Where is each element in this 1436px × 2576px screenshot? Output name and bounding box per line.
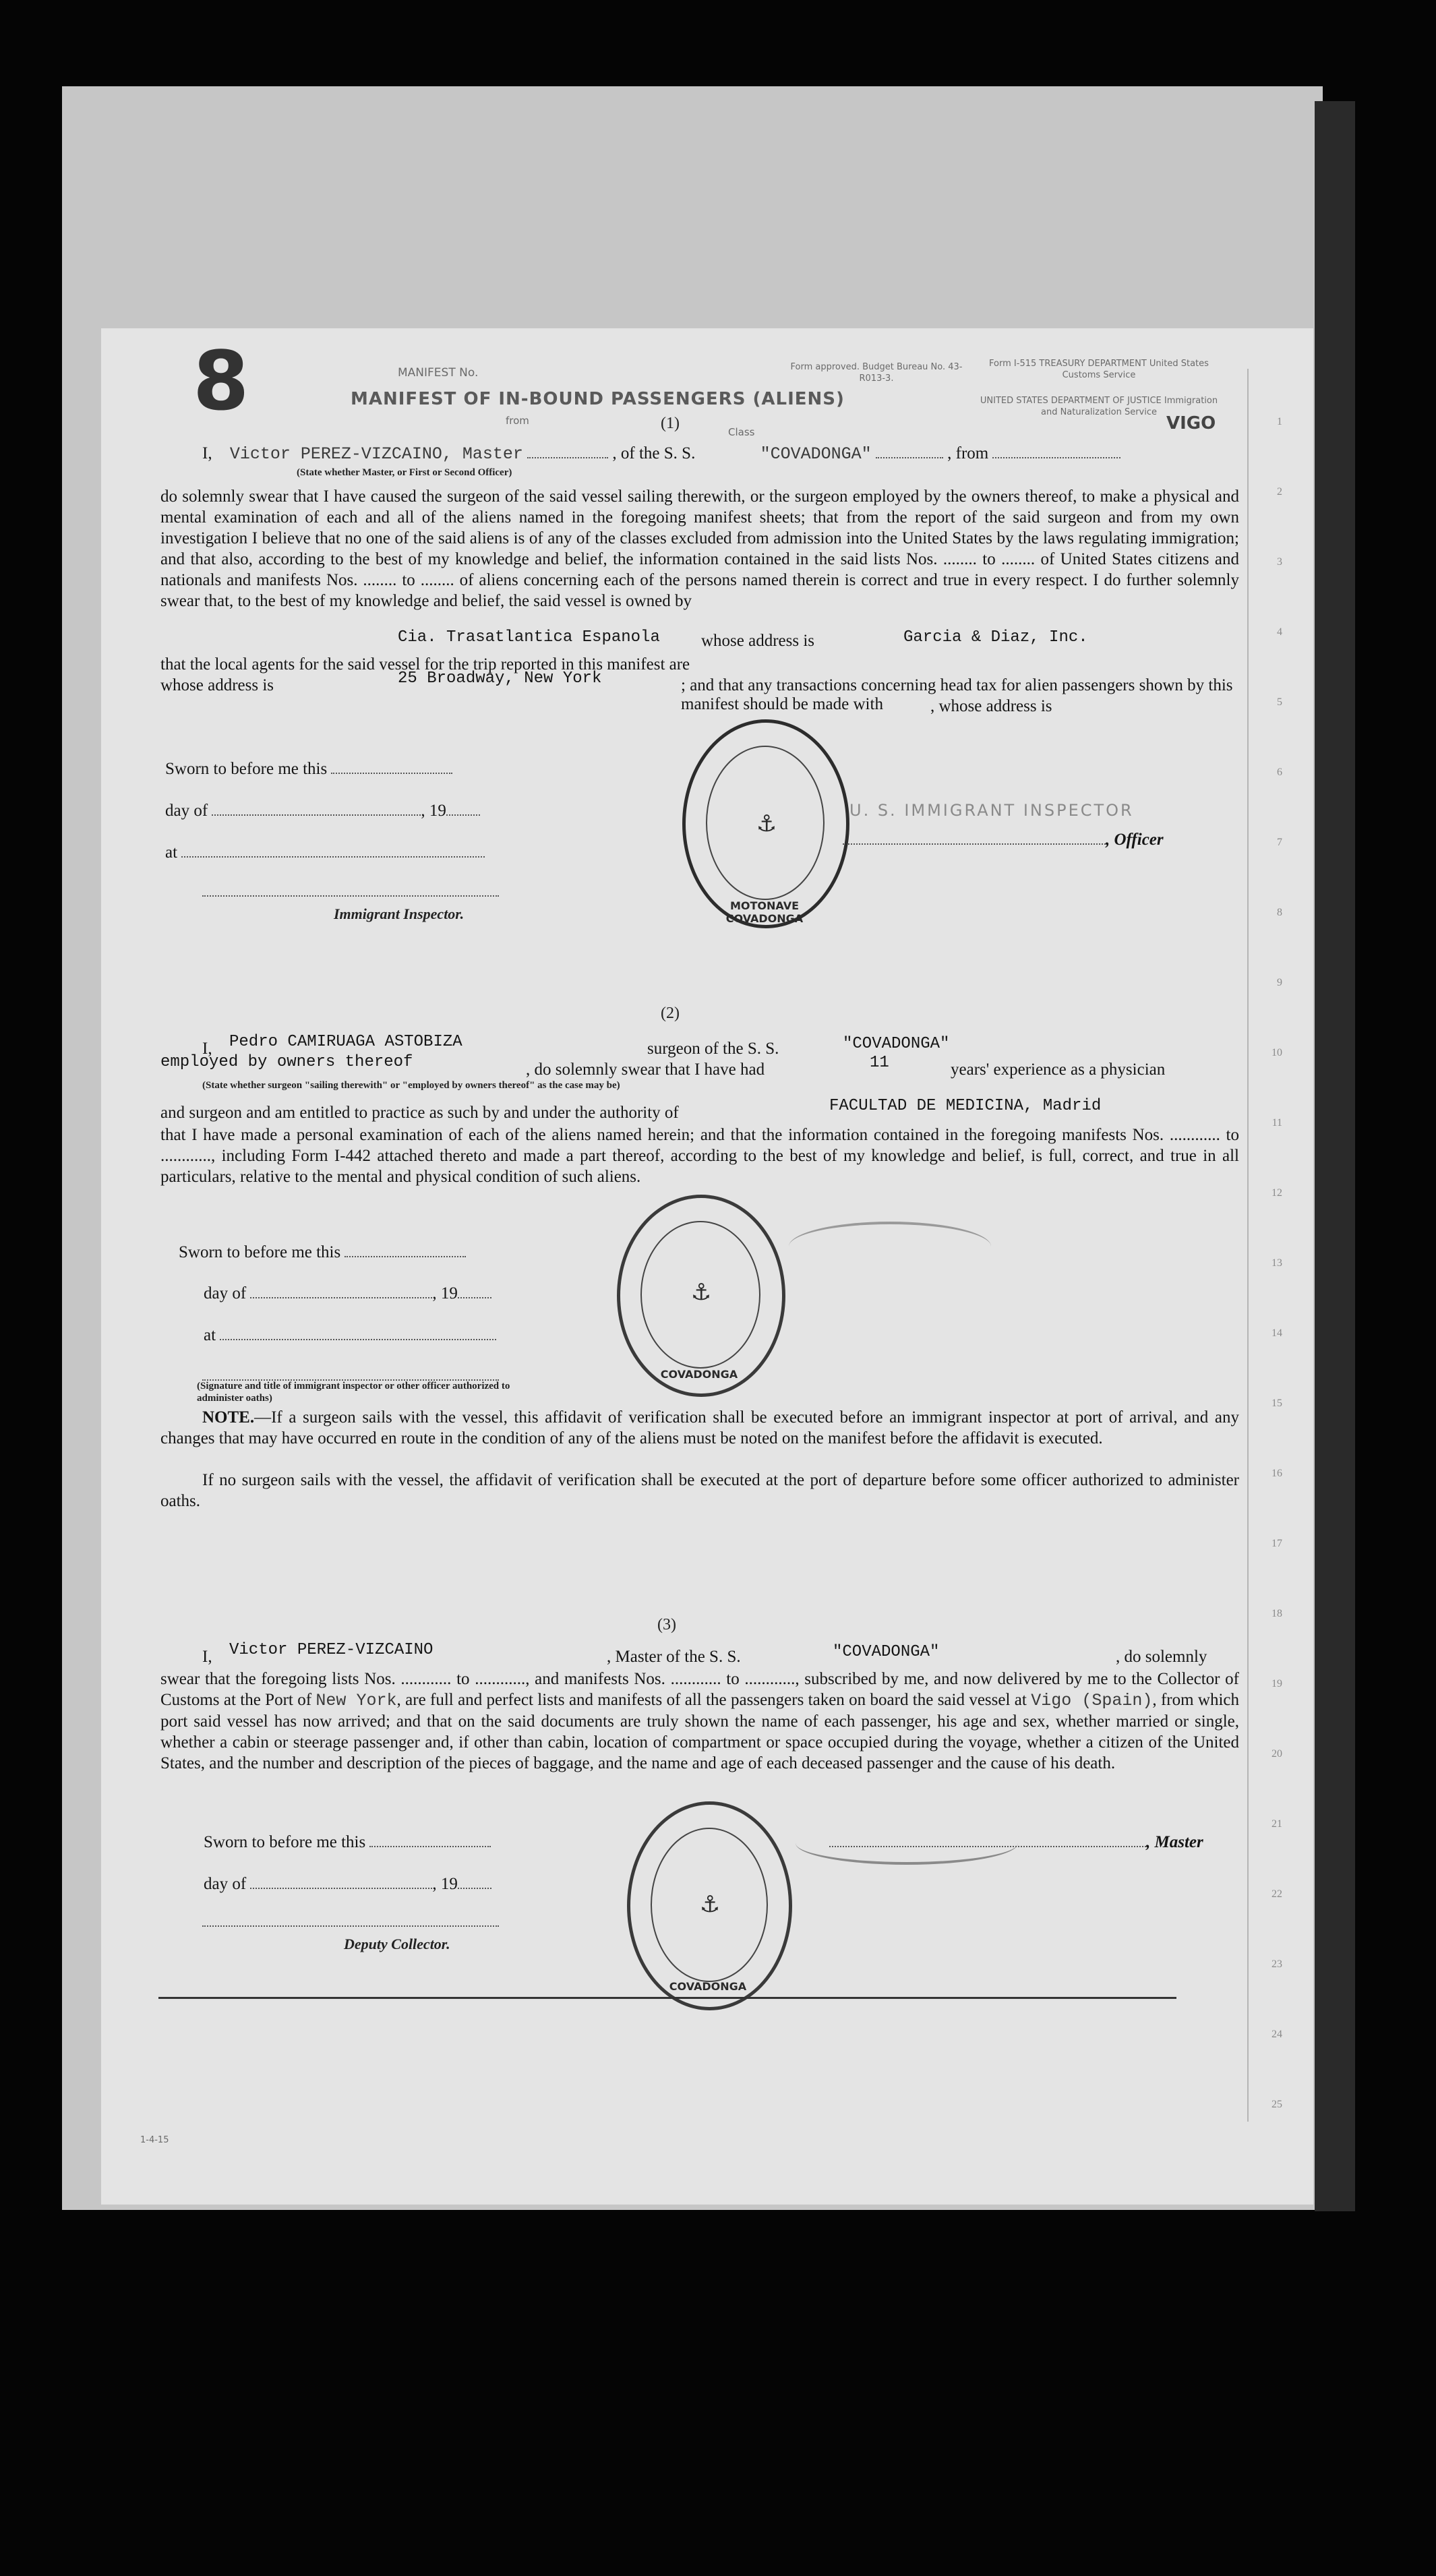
day-of-label: day of , 19 <box>204 1284 491 1303</box>
margin-line-number: 23 <box>1272 1958 1282 1970</box>
class-label: Class <box>728 426 755 438</box>
deputy-signature-line <box>202 1913 499 1931</box>
tax-address-label: , whose address is <box>930 697 1052 715</box>
margin-line-number: 22 <box>1272 1888 1282 1900</box>
employment-note: (State whether surgeon "sailing therewith" or "employed by owners thereof" as the case may be) <box>202 1080 620 1091</box>
arrival-port: New York <box>316 1691 397 1710</box>
margin-line-number: 1 <box>1277 416 1282 427</box>
margin-line-number: 20 <box>1272 1748 1282 1760</box>
margin-line-number: 17 <box>1272 1538 1282 1549</box>
ship-seal <box>627 1801 792 2010</box>
seal-text: COVADONGA <box>660 1368 738 1381</box>
surgeon-vessel: "COVADONGA" <box>843 1035 950 1053</box>
surgeon-note-2: If no surgeon sails with the vessel, the affidavit of verification shall be executed at the port of departure before some officer authorized to administer oaths. <box>160 1471 1239 1510</box>
ship-seal <box>682 719 849 928</box>
seal-text: MOTONAVE COVADONGA <box>725 899 804 925</box>
master-name-3: Victor PEREZ-VIZCAINO <box>229 1641 433 1659</box>
section-1-oath-line <box>202 444 1240 464</box>
owner-address-label: whose address is <box>701 632 815 650</box>
agents-address: 25 Broadway, New York <box>398 669 602 688</box>
deputy-collector-label: Deputy Collector. <box>344 1936 450 1952</box>
margin-line-number: 11 <box>1272 1117 1282 1129</box>
departure-port: Vigo (Spain) <box>1031 1691 1153 1710</box>
head-tax-line: ; and that any transactions concerning head tax for alien passengers shown by this manifest should be made with <box>681 676 1233 713</box>
inspector-signature-line <box>202 882 499 901</box>
oath-prefix: I, <box>202 444 212 462</box>
margin-line-number: 7 <box>1277 837 1282 848</box>
vessel-name-3: "COVADONGA" <box>833 1643 940 1661</box>
rank-note: (State whether Master, or First or Second Officer) <box>297 467 512 478</box>
surgeon-of-label: surgeon of the S. S. <box>647 1040 779 1058</box>
employment-status: employed by owners thereof <box>160 1053 413 1071</box>
years-experience: 11 <box>870 1054 889 1072</box>
immigrant-inspector-label: Immigrant Inspector. <box>334 905 465 922</box>
margin-line-number: 19 <box>1272 1678 1282 1689</box>
section-1-number: (1) <box>661 415 680 432</box>
master-name: Victor PEREZ-VIZCAINO, Master <box>229 444 523 464</box>
anchor-icon: ⚓ <box>690 1279 712 1306</box>
bottom-rule <box>158 1997 1176 1999</box>
at-label: at <box>204 1326 496 1345</box>
margin-line-number: 24 <box>1272 2029 1282 2040</box>
faint-signature <box>789 1222 991 1271</box>
margin-line-number: 2 <box>1277 486 1282 498</box>
margin-line-number: 14 <box>1272 1327 1282 1339</box>
from-label: from <box>506 415 529 427</box>
day-of-label: day of , 19 <box>204 1875 491 1894</box>
margin-line-number: 4 <box>1277 626 1282 638</box>
sworn-label: Sworn to before me this <box>204 1833 491 1852</box>
surgeon-name: Pedro CAMIRUAGA ASTOBIZA <box>229 1033 462 1051</box>
agency-name: UNITED STATES DEPARTMENT OF JUSTICE Immigration and Naturalization Service <box>980 396 1218 417</box>
signature-note: (Signature and title of immigrant inspector or other officer authorized to administer oaths) <box>197 1381 510 1404</box>
section-2-number: (2) <box>661 1005 680 1022</box>
sworn-label: Sworn to before me this <box>165 760 452 779</box>
surgeon-swear: , do solemnly swear that I have had <box>526 1060 765 1079</box>
authority-line: and surgeon and am entitled to practice as such by and under the authority of <box>160 1104 679 1122</box>
surgeon-prefix: I, <box>202 1040 212 1058</box>
master-of-label: , Master of the S. S. <box>607 1648 741 1666</box>
seal-text: COVADONGA <box>669 1980 747 1993</box>
owner-company: Cia. Trasatlantica Espanola <box>398 628 660 647</box>
master-signature <box>796 1822 1018 1865</box>
officer-line: , Officer <box>843 831 1164 849</box>
page-tag: 8 <box>193 335 249 429</box>
from-port-label: , from <box>947 444 989 462</box>
margin-line-number: 16 <box>1272 1468 1282 1479</box>
section-1-body: do solemnly swear that I have caused the surgeon of the said vessel sailing therewith, or the surgeon employed by the owners thereof, to make a physical and mental examination of each and all of the aliens named in the foregoing manifest sheets; that from the report of the said surgeon and from my own investigation I believe that no one of the said aliens is of any of the classes excluded from admission into the United States by the laws regulating immigration; and that also, according to the best of my knowledge and belief, the information contained in the said lists Nos. ........ to ........ of United States citizens and nationals and manifests Nos. ........ to ........ of aliens concerning each of the persons named therein is correct and true in every respect. I do further solemnly swear that, to the best of my knowledge and belief, the said vessel is owned by <box>160 487 1239 610</box>
ship-seal <box>617 1195 785 1397</box>
at-label: at <box>165 843 485 862</box>
inspector-stamp: U. S. IMMIGRANT INSPECTOR <box>849 801 1134 820</box>
affidavit-form <box>101 328 1313 2205</box>
budget-note: Form approved. Budget Bureau No. 43-R013-3. <box>790 362 963 384</box>
owner-address: Garcia & Diaz, Inc. <box>903 628 1088 647</box>
sworn-label: Sworn to before me this <box>179 1243 466 1262</box>
master-prefix: I, <box>202 1648 212 1666</box>
section-3-body-a: swear that the foregoing lists Nos. ............ to ............, and manifests Nos. ............ to ............, subscribed by me, and now delivered by me to the Collector of Customs at the Port of New York, are full and perfect lists and manifests of all the passengers taken on board the said vessel at Vigo (Spain), from which port said vessel has now arrived; and that on the said documents are truly shown the name of each passenger, his age and sex, whether married or single, whether a cabin or steerage passenger and, if other than cabin, location of compartment or space occupied during the voyage, whether a citizen of the United States, and the number and description of the pieces of baggage, and the name and age of each deceased passenger and the cause of his death. <box>160 1670 1240 1772</box>
margin-line-number: 9 <box>1277 977 1282 988</box>
vessel-of-label: , of the S. S. <box>612 444 696 462</box>
section-2-body: that I have made a personal examination of each of the aliens named herein; and that the information contained in the foregoing manifests Nos. ............ to ............, including Form I-442 attached thereto and made a part thereof, according to the best of my knowledge and belief, is full, correct, and true in all particulars, relative to the mental and physical condition of such aliens. <box>160 1126 1239 1186</box>
dotted-fill <box>527 445 608 458</box>
day-of-label: day of , 19 <box>165 802 480 820</box>
margin-line-number: 25 <box>1272 2099 1282 2110</box>
dotted-fill <box>876 445 943 458</box>
margin-line-number: 18 <box>1272 1608 1282 1619</box>
sheet-shadow <box>1315 101 1355 2211</box>
master-signature-line: , Master <box>829 1833 1203 1852</box>
port-stamp: VIGO <box>1166 413 1216 433</box>
margin-line-number: 5 <box>1277 696 1282 708</box>
dotted-fill <box>992 445 1120 458</box>
margin-line-number: 13 <box>1272 1257 1282 1269</box>
agents-line: that the local agents for the said vessel for the trip reported in this manifest are <box>160 655 690 673</box>
vessel-name: "COVADONGA" <box>760 444 872 464</box>
medical-authority: FACULTAD DE MEDICINA, Madrid <box>829 1097 1102 1115</box>
anchor-icon: ⚓ <box>699 1891 721 1918</box>
anchor-icon: ⚓ <box>756 810 777 837</box>
margin-line-number: 3 <box>1277 556 1282 568</box>
solemnly-label: , do solemnly <box>1116 1648 1207 1666</box>
margin-line-number: 6 <box>1277 767 1282 778</box>
manifest-title: MANIFEST OF IN-BOUND PASSENGERS (ALIENS) <box>351 389 845 409</box>
years-tail: years' experience as a physician <box>951 1060 1166 1079</box>
margin-line-number: 12 <box>1272 1187 1282 1199</box>
section-3-number: (3) <box>657 1616 676 1634</box>
form-number: Form I-515 TREASURY DEPARTMENT United States Customs Service <box>989 359 1209 380</box>
footer-code: 1-4-15 <box>140 2135 169 2145</box>
manifest-number-label: MANIFEST No. <box>398 366 479 380</box>
agents-address-label: whose address is <box>160 676 274 694</box>
margin-line-number: 10 <box>1272 1047 1282 1058</box>
margin-line-number: 15 <box>1272 1398 1282 1409</box>
margin-line-number: 21 <box>1272 1818 1282 1830</box>
surgeon-note: NOTE.—If a surgeon sails with the vessel, this affidavit of verification shall be executed before an immigrant inspector at port of arrival, and any changes that may have occurred en route in the condition of any of the aliens must be noted on the manifest before the affidavit is executed. <box>160 1408 1239 1447</box>
margin-line-number: 8 <box>1277 907 1282 918</box>
